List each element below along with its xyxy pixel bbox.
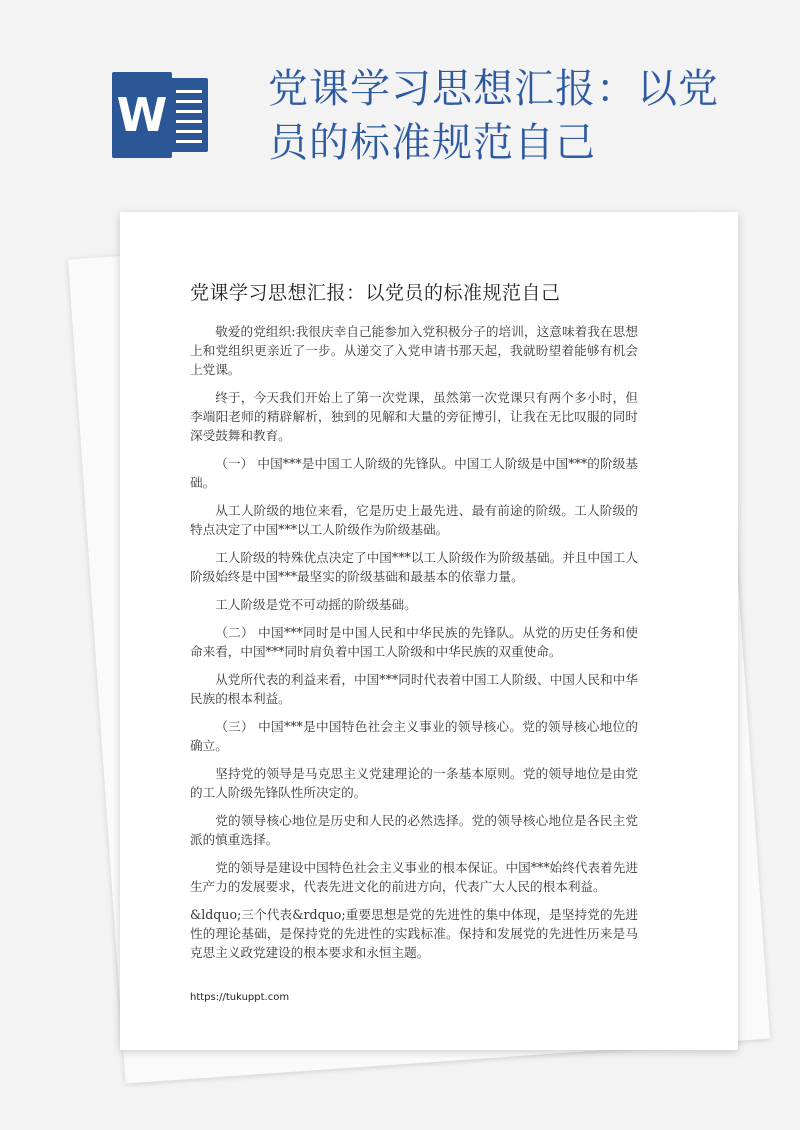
word-badge: W xyxy=(112,72,172,158)
paragraph: （三） 中国***是中国特色社会主义事业的领导核心。党的领导核心地位的确立。 xyxy=(190,719,638,753)
paragraph: 敬爱的党组织:我很庆幸自己能参加入党积极分子的培训，这意味着我在思想上和党组织更亲近了一步。从递交了入党申请书那天起，我就盼望着能够有机会上党课。 xyxy=(190,324,638,377)
paragraph: 坚持党的领导是马克思主义党建理论的一条基本原则。党的领导地位是由党的工人阶级先锋队性所决定的。 xyxy=(190,766,638,800)
paragraph: （一） 中国***是中国工人阶级的先锋队。中国工人阶级是中国***的阶级基础。 xyxy=(190,456,638,490)
source-url: https://tukuppt.com xyxy=(190,992,290,1003)
document-title: 党课学习思想汇报：以党员的标准规范自己 xyxy=(190,282,561,304)
paragraph: 工人阶级的特殊优点决定了中国***以工人阶级作为阶级基础。并且中国工人阶级始终是中国***最坚实的阶级基础和最基本的依靠力量。 xyxy=(190,550,638,584)
paragraph: 党的领导是建设中国特色社会主义事业的根本保证。中国***始终代表着先进生产力的发展要求，代表先进文化的前进方向，代表广大人民的根本利益。 xyxy=(190,860,638,894)
paragraph: &ldquo;三个代表&rdquo;重要思想是党的先进性的集中体现，是坚持党的先进性的理论基础，是保持党的先进性的实践标准。保持和发展党的先进性历来是马克思主义政党建设的根本要求和永恒主题。 xyxy=(190,907,638,960)
paragraph: （二） 中国***同时是中国人民和中华民族的先锋队。从党的历史任务和使命来看，中国***同时肩负着中国工人阶级和中华民族的双重使命。 xyxy=(190,625,638,659)
paragraph: 从工人阶级的地位来看，它是历史上最先进、最有前途的阶级。工人阶级的特点决定了中国***以工人阶级作为阶级基础。 xyxy=(190,503,638,537)
paragraph: 从党所代表的利益来看，中国***同时代表着中国工人阶级、中国人民和中华民族的根本利益。 xyxy=(190,672,638,706)
paragraph: 终于，今天我们开始上了第一次党课，虽然第一次党课只有两个多小时，但李端阳老师的精辟解析，独到的见解和大量的旁征博引，让我在无比叹服的同时深受鼓舞和教育。 xyxy=(190,390,638,443)
word-logo-icon xyxy=(112,72,208,158)
document-page xyxy=(120,212,738,1050)
document-body xyxy=(190,322,638,971)
page-title: 党课学习思想汇报：以党员的标准规范自己 xyxy=(268,66,719,166)
paragraph: 党的领导核心地位是历史和人民的必然选择。党的领导核心地位是各民主党派的慎重选择。 xyxy=(190,813,638,847)
paragraph: 工人阶级是党不可动摇的阶级基础。 xyxy=(215,597,417,612)
